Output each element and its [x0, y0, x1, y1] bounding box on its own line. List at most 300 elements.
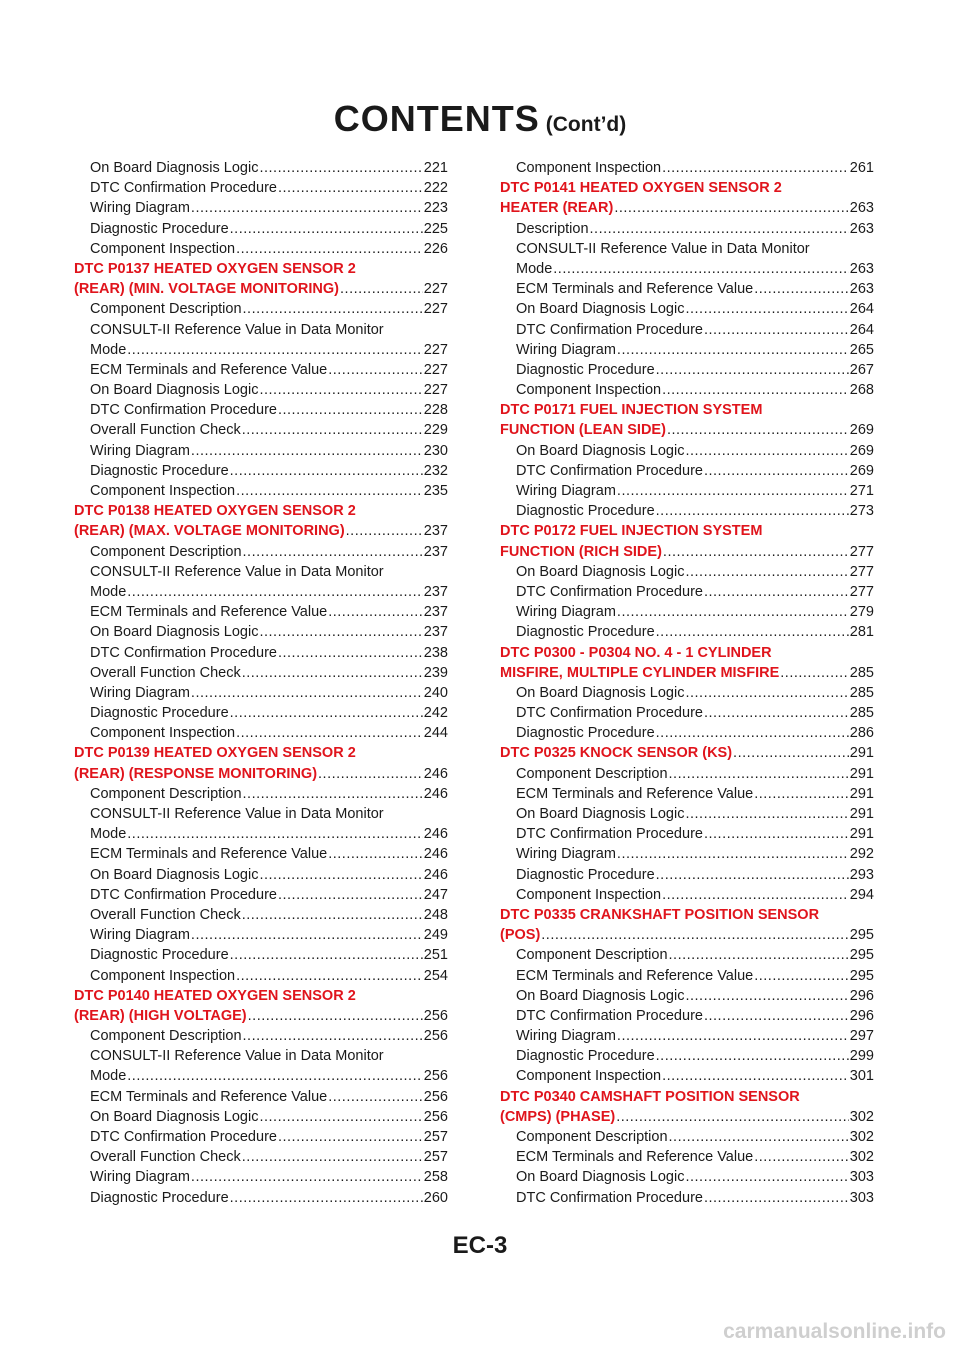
toc-entry[interactable] — [74, 1087, 448, 1107]
toc-entry[interactable] — [74, 340, 448, 360]
toc-entry-title: Mode — [90, 341, 127, 358]
toc-entry[interactable] — [500, 945, 874, 965]
toc-entry[interactable] — [500, 865, 874, 885]
dot-leader — [685, 1167, 848, 1187]
toc-section-heading[interactable] — [74, 743, 448, 763]
toc-entry[interactable] — [74, 844, 448, 864]
toc-page-number: 237 — [423, 543, 448, 560]
toc-entry-title: DTC P0340 CAMSHAFT POSITION SENSOR — [500, 1088, 800, 1105]
page-subtitle: (Cont’d) — [545, 113, 627, 136]
toc-entry-title: DTC P0137 HEATED OXYGEN SENSOR 2 — [74, 260, 356, 277]
toc-entry[interactable] — [500, 562, 874, 582]
toc-entry-title: (REAR) (MAX. VOLTAGE MONITORING) — [74, 523, 345, 540]
toc-entry-title: On Board Diagnosis Logic — [516, 442, 685, 459]
toc-page-number: 295 — [849, 947, 874, 964]
toc-entry-title: On Board Diagnosis Logic — [90, 1108, 259, 1125]
toc-entry[interactable] — [74, 966, 448, 986]
toc-section-heading[interactable] — [74, 501, 448, 521]
toc-page-number: 277 — [849, 563, 874, 580]
dot-leader — [617, 1026, 849, 1046]
toc-entry-title: DTC P0141 HEATED OXYGEN SENSOR 2 — [500, 180, 782, 197]
toc-entry[interactable] — [74, 420, 448, 440]
toc-page-number: 303 — [849, 1169, 874, 1186]
toc-entry[interactable] — [500, 340, 874, 360]
toc-entry-title: DTC P0172 FUEL INJECTION SYSTEM — [500, 523, 763, 540]
toc-section-heading[interactable] — [74, 279, 448, 299]
toc-page-number: 263 — [849, 200, 874, 217]
toc-section-heading[interactable] — [500, 420, 874, 440]
dot-leader — [662, 380, 849, 400]
toc-page-number: 260 — [423, 1189, 448, 1206]
toc-entry[interactable] — [500, 844, 874, 864]
toc-section-heading[interactable] — [500, 905, 874, 925]
toc-page-number: 286 — [849, 725, 874, 742]
toc-entry-title: ECM Terminals and Reference Value — [516, 967, 754, 984]
toc-entry-title: Wiring Diagram — [90, 684, 190, 701]
dot-leader — [230, 1188, 423, 1208]
toc-entry-title: DTC P0138 HEATED OXYGEN SENSOR 2 — [74, 503, 356, 520]
toc-entry[interactable] — [500, 360, 874, 380]
dot-leader — [230, 703, 423, 723]
toc-entry-title: Component Inspection — [516, 1068, 662, 1085]
toc-page-number: 269 — [849, 422, 874, 439]
toc-page-number: 222 — [423, 180, 448, 197]
dot-leader — [248, 1006, 423, 1026]
dot-leader — [318, 764, 423, 784]
toc-entry[interactable] — [500, 764, 874, 784]
toc-section-heading[interactable] — [74, 764, 448, 784]
toc-entry-title: Overall Function Check — [90, 906, 241, 923]
toc-page-number: 246 — [423, 826, 448, 843]
toc-entry-title: Wiring Diagram — [516, 604, 616, 621]
toc-entry[interactable] — [74, 622, 448, 642]
toc-entry[interactable] — [500, 158, 874, 178]
toc-entry-title: Diagnostic Procedure — [516, 866, 655, 883]
toc-entry-title: DTC P0335 CRANKSHAFT POSITION SENSOR — [500, 906, 820, 923]
dot-leader — [242, 420, 423, 440]
toc-entry-title: Component Description — [90, 301, 242, 318]
toc-entry[interactable] — [74, 602, 448, 622]
toc-entry-title: Wiring Diagram — [90, 200, 190, 217]
toc-page-number: 269 — [849, 442, 874, 459]
toc-page-number: 285 — [849, 684, 874, 701]
toc-entry[interactable] — [500, 279, 874, 299]
dot-leader — [685, 986, 848, 1006]
toc-entry[interactable] — [74, 542, 448, 562]
toc-entry[interactable] — [74, 905, 448, 925]
dot-leader — [328, 844, 423, 864]
toc-entry-title: Mode — [90, 826, 127, 843]
dot-leader — [127, 824, 423, 844]
toc-page-number: 285 — [849, 664, 874, 681]
toc-entry-title: ECM Terminals and Reference Value — [90, 361, 328, 378]
toc-entry[interactable] — [74, 219, 448, 239]
toc-page-number: 264 — [849, 321, 874, 338]
toc-entry-title: Wiring Diagram — [90, 442, 190, 459]
toc-entry[interactable] — [500, 320, 874, 340]
toc-page-number: 263 — [849, 281, 874, 298]
toc-page-number: 238 — [423, 644, 448, 661]
dot-leader — [733, 743, 849, 763]
dot-leader — [617, 340, 849, 360]
toc-entry-title: DTC Confirmation Procedure — [90, 180, 277, 197]
toc-entry-title: (POS) — [500, 927, 541, 944]
dot-leader — [656, 360, 849, 380]
toc-entry-title: On Board Diagnosis Logic — [90, 624, 259, 641]
toc-section-heading[interactable] — [500, 663, 874, 683]
toc-page-number: 261 — [849, 160, 874, 176]
toc-page-number: 291 — [849, 765, 874, 782]
toc-entry-title: Mode — [90, 583, 127, 600]
dot-leader — [754, 784, 849, 804]
toc-entry[interactable] — [500, 239, 874, 259]
dot-leader — [656, 1046, 849, 1066]
toc-entry[interactable] — [500, 582, 874, 602]
toc-entry[interactable] — [74, 178, 448, 198]
toc-entry[interactable] — [74, 1167, 448, 1187]
toc-page-number: 291 — [849, 806, 874, 822]
toc-entry[interactable] — [500, 683, 874, 703]
dot-leader — [656, 723, 849, 743]
toc-page-number: 246 — [423, 765, 448, 782]
dot-leader — [328, 1087, 423, 1107]
dot-leader — [328, 602, 423, 622]
toc-entry-title: DTC Confirmation Procedure — [516, 462, 703, 479]
toc-entry[interactable] — [74, 320, 448, 340]
dot-leader — [242, 663, 423, 683]
toc-section-heading[interactable] — [500, 1107, 874, 1127]
dot-leader — [704, 1188, 849, 1208]
dot-leader — [662, 158, 849, 178]
dot-leader — [230, 945, 423, 965]
toc-page-number: 251 — [423, 947, 448, 964]
toc-entry-title: Diagnostic Procedure — [90, 220, 229, 237]
toc-entry-title: DTC P0325 KNOCK SENSOR (KS) — [500, 745, 733, 762]
dot-leader — [127, 340, 423, 360]
toc-entry-title: Wiring Diagram — [90, 927, 190, 944]
toc-page-number: 257 — [423, 1129, 448, 1145]
dot-leader — [191, 925, 423, 945]
toc-page-number: 221 — [423, 160, 448, 176]
dot-leader — [704, 824, 849, 844]
toc-entry[interactable] — [74, 723, 448, 743]
toc-entry-title: Component Inspection — [90, 967, 236, 984]
toc-entry[interactable] — [74, 945, 448, 965]
toc-entry-title: DTC P0139 HEATED OXYGEN SENSOR 2 — [74, 745, 356, 762]
toc-entry[interactable] — [500, 481, 874, 501]
toc-section-heading[interactable] — [74, 521, 448, 541]
toc-entry-title: DTC P0171 FUEL INJECTION SYSTEM — [500, 402, 763, 419]
page-number: EC-3 — [452, 1232, 508, 1259]
dot-leader — [340, 279, 423, 299]
toc-entry-title: Component Description — [90, 785, 242, 802]
dot-leader — [236, 966, 423, 986]
toc-page-number: 232 — [423, 462, 448, 479]
toc-entry[interactable] — [74, 865, 448, 885]
toc-entry-title: DTC P0140 HEATED OXYGEN SENSOR 2 — [74, 987, 356, 1004]
toc-entry[interactable] — [500, 622, 874, 642]
toc-entry-title: On Board Diagnosis Logic — [516, 563, 685, 580]
toc-page-number: 303 — [849, 1189, 874, 1206]
toc-page-number: 246 — [423, 846, 448, 863]
dot-leader — [669, 1127, 849, 1147]
toc-entry-title: ECM Terminals and Reference Value — [516, 281, 754, 298]
toc-page-number: 237 — [423, 604, 448, 621]
toc-page-number: 225 — [423, 220, 448, 237]
toc-entry-title: (REAR) (MIN. VOLTAGE MONITORING) — [74, 281, 340, 298]
toc-entry[interactable] — [74, 481, 448, 501]
toc-entry[interactable] — [500, 1167, 874, 1187]
toc-page-number: 296 — [849, 987, 874, 1004]
toc-entry[interactable] — [74, 885, 448, 905]
toc-page-number: 227 — [423, 301, 448, 318]
toc-entry[interactable] — [500, 966, 874, 986]
toc-entry-title: Component Description — [90, 543, 242, 560]
dot-leader — [242, 905, 423, 925]
toc-page-number: 301 — [849, 1068, 874, 1085]
toc-entry-title: On Board Diagnosis Logic — [516, 806, 685, 822]
dot-leader — [191, 683, 423, 703]
toc-entry[interactable] — [74, 1107, 448, 1127]
toc-page-number: 293 — [849, 866, 874, 883]
toc-page-number: 246 — [423, 785, 448, 802]
toc-entry[interactable] — [500, 784, 874, 804]
toc-entry-title: ECM Terminals and Reference Value — [90, 1088, 328, 1105]
toc-entry[interactable] — [74, 380, 448, 400]
toc-page-number: 267 — [849, 361, 874, 378]
toc-entry-title: CONSULT-II Reference Value in Data Monitor — [516, 240, 810, 257]
toc-entry[interactable] — [74, 1026, 448, 1046]
toc-entry[interactable] — [74, 804, 448, 824]
toc-page-number: 299 — [849, 1048, 874, 1065]
toc-entry-title: On Board Diagnosis Logic — [90, 866, 259, 883]
toc-section-heading[interactable] — [500, 743, 874, 763]
toc-entry-title: Component Inspection — [516, 382, 662, 399]
dot-leader — [259, 158, 422, 178]
dot-leader — [242, 1147, 423, 1167]
dot-leader — [278, 178, 423, 198]
toc-entry-title: Component Inspection — [90, 240, 236, 257]
toc-entry[interactable] — [500, 1188, 874, 1208]
dot-leader — [704, 461, 849, 481]
toc-page-number: 240 — [423, 684, 448, 701]
toc-entry[interactable] — [74, 582, 448, 602]
dot-leader — [669, 945, 849, 965]
toc-entry[interactable] — [74, 1066, 448, 1086]
toc-entry-title: DTC Confirmation Procedure — [516, 1007, 703, 1024]
toc-entry[interactable] — [74, 400, 448, 420]
toc-entry-title: Wiring Diagram — [516, 341, 616, 358]
toc-entry-title: Diagnostic Procedure — [516, 725, 655, 742]
dot-leader — [236, 481, 423, 501]
dot-leader — [553, 259, 849, 279]
toc-entry-title: CONSULT-II Reference Value in Data Monitor — [90, 563, 384, 580]
toc-entry[interactable] — [500, 380, 874, 400]
toc-section-heading[interactable] — [500, 178, 874, 198]
toc-entry[interactable] — [500, 1026, 874, 1046]
dot-leader — [704, 1006, 849, 1026]
toc-entry[interactable] — [500, 824, 874, 844]
dot-leader — [685, 562, 848, 582]
toc-entry[interactable] — [74, 925, 448, 945]
toc-entry[interactable] — [74, 703, 448, 723]
dot-leader — [704, 320, 849, 340]
toc-section-heading[interactable] — [74, 986, 448, 1006]
toc-entry-title: ECM Terminals and Reference Value — [90, 604, 328, 621]
toc-page-number: 277 — [849, 583, 874, 600]
toc-entry[interactable] — [74, 643, 448, 663]
toc-page-number: 268 — [849, 382, 874, 399]
toc-entry[interactable] — [500, 219, 874, 239]
toc-page-number: 226 — [423, 240, 448, 257]
toc-page-number: 237 — [423, 523, 448, 540]
toc-section-heading[interactable] — [74, 259, 448, 279]
toc-entry-title: (REAR) (HIGH VOLTAGE) — [74, 1007, 247, 1024]
toc-page-number: 248 — [423, 906, 448, 923]
toc-entry-title: DTC Confirmation Procedure — [516, 826, 703, 843]
toc-entry[interactable] — [74, 461, 448, 481]
toc-entry[interactable] — [500, 299, 874, 319]
dot-leader — [259, 380, 422, 400]
dot-leader — [780, 663, 849, 683]
toc-section-heading[interactable] — [500, 643, 874, 663]
toc-entry-title: DTC P0300 - P0304 NO. 4 - 1 CYLINDER — [500, 644, 772, 661]
toc-entry-title: Component Description — [90, 1028, 242, 1045]
toc-page-number: 227 — [423, 341, 448, 358]
toc-entry[interactable] — [74, 824, 448, 844]
toc-entry[interactable] — [500, 1006, 874, 1026]
toc-entry-title: Component Description — [516, 1129, 668, 1145]
toc-page-number: 271 — [849, 483, 874, 499]
toc-entry[interactable] — [74, 1127, 448, 1147]
toc-page-number: 291 — [849, 785, 874, 802]
toc-page-number: 249 — [423, 927, 448, 944]
toc-entry[interactable] — [500, 441, 874, 461]
toc-entry[interactable] — [500, 723, 874, 743]
toc-entry-title: On Board Diagnosis Logic — [90, 382, 259, 399]
toc-entry-title: FUNCTION (LEAN SIDE) — [500, 422, 666, 439]
toc-page-number: 256 — [423, 1088, 448, 1105]
toc-page-number: 291 — [849, 745, 874, 762]
toc-entry[interactable] — [74, 158, 448, 178]
toc-entry[interactable] — [74, 683, 448, 703]
toc-entry[interactable] — [74, 239, 448, 259]
toc-entry[interactable] — [74, 441, 448, 461]
toc-entry[interactable] — [500, 1066, 874, 1086]
toc-entry[interactable] — [74, 1147, 448, 1167]
toc-entry[interactable] — [500, 602, 874, 622]
toc-entry[interactable] — [74, 663, 448, 683]
toc-entry-title: HEATER (REAR) — [500, 200, 614, 217]
toc-entry-title: MISFIRE, MULTIPLE CYLINDER MISFIRE — [500, 664, 780, 681]
toc-entry[interactable] — [500, 1127, 874, 1147]
dot-leader — [669, 764, 849, 784]
toc-page-number: 244 — [423, 725, 448, 742]
toc-page-number: 228 — [423, 402, 448, 419]
toc-entry-title: (CMPS) (PHASE) — [500, 1108, 616, 1125]
dot-leader — [656, 501, 849, 521]
toc-entry-title: DTC Confirmation Procedure — [90, 644, 277, 661]
toc-entry[interactable] — [74, 1046, 448, 1066]
dot-leader — [278, 885, 423, 905]
toc-page-number: 273 — [849, 503, 874, 520]
dot-leader — [656, 622, 849, 642]
toc-entry[interactable] — [500, 804, 874, 824]
toc-entry-title: Component Inspection — [516, 886, 662, 903]
toc-entry-title: Diagnostic Procedure — [90, 947, 229, 964]
toc-entry-title: Overall Function Check — [90, 422, 241, 439]
toc-page-number: 237 — [423, 583, 448, 600]
toc-section-heading[interactable] — [74, 1006, 448, 1026]
toc-entry[interactable] — [74, 784, 448, 804]
dot-leader — [704, 582, 849, 602]
toc-entry-title: Mode — [516, 260, 553, 277]
toc-page-number: 292 — [849, 846, 874, 863]
toc-section-heading[interactable] — [500, 400, 874, 420]
toc-entry[interactable] — [500, 1147, 874, 1167]
toc-entry[interactable] — [500, 703, 874, 723]
dot-leader — [328, 360, 423, 380]
toc-page-number: 296 — [849, 1007, 874, 1024]
toc-page-number: 256 — [423, 1028, 448, 1045]
toc-page-number: 227 — [423, 361, 448, 378]
toc-entry-title: CONSULT-II Reference Value in Data Monitor — [90, 806, 384, 822]
toc-entry-title: Diagnostic Procedure — [90, 462, 229, 479]
toc-page-number: 291 — [849, 826, 874, 843]
toc-page-number: 285 — [849, 705, 874, 722]
toc-entry[interactable] — [74, 360, 448, 380]
toc-entry[interactable] — [74, 198, 448, 218]
toc-entry[interactable] — [500, 885, 874, 905]
page-title: CONTENTS — [333, 98, 540, 139]
dot-leader — [656, 865, 849, 885]
toc-page-number: 263 — [849, 260, 874, 277]
toc-page-number: 295 — [849, 967, 874, 984]
toc-section-heading[interactable] — [500, 542, 874, 562]
toc-page-number: 281 — [849, 624, 874, 641]
dot-leader — [685, 804, 848, 824]
toc-entry[interactable] — [74, 299, 448, 319]
dot-leader — [243, 1026, 423, 1046]
toc-entry[interactable] — [74, 1188, 448, 1208]
toc-entry-title: Component Description — [516, 947, 668, 964]
toc-entry-title: CONSULT-II Reference Value in Data Monitor — [90, 321, 384, 338]
dot-leader — [278, 1127, 423, 1147]
toc-entry[interactable] — [500, 259, 874, 279]
toc-entry-title: DTC Confirmation Procedure — [90, 1129, 277, 1145]
toc-section-heading[interactable] — [500, 521, 874, 541]
dot-leader — [663, 542, 849, 562]
dot-leader — [243, 542, 423, 562]
toc-entry-title: (REAR) (RESPONSE MONITORING) — [74, 765, 318, 782]
toc-entry-title: Diagnostic Procedure — [516, 624, 655, 641]
dot-leader — [617, 602, 849, 622]
toc-page-number: 256 — [423, 1007, 448, 1024]
toc-entry[interactable] — [500, 501, 874, 521]
toc-entry-title: DTC Confirmation Procedure — [90, 402, 277, 419]
dot-leader — [685, 441, 848, 461]
toc-section-heading[interactable] — [500, 1087, 874, 1107]
toc-page-number: 302 — [849, 1108, 874, 1125]
toc-section-heading[interactable] — [500, 925, 874, 945]
toc-section-heading[interactable] — [500, 198, 874, 218]
toc-entry[interactable] — [74, 562, 448, 582]
toc-entry[interactable] — [500, 461, 874, 481]
dot-leader — [259, 622, 422, 642]
toc-entry[interactable] — [500, 1046, 874, 1066]
toc-page-number: 229 — [423, 422, 448, 439]
toc-entry[interactable] — [500, 986, 874, 1006]
